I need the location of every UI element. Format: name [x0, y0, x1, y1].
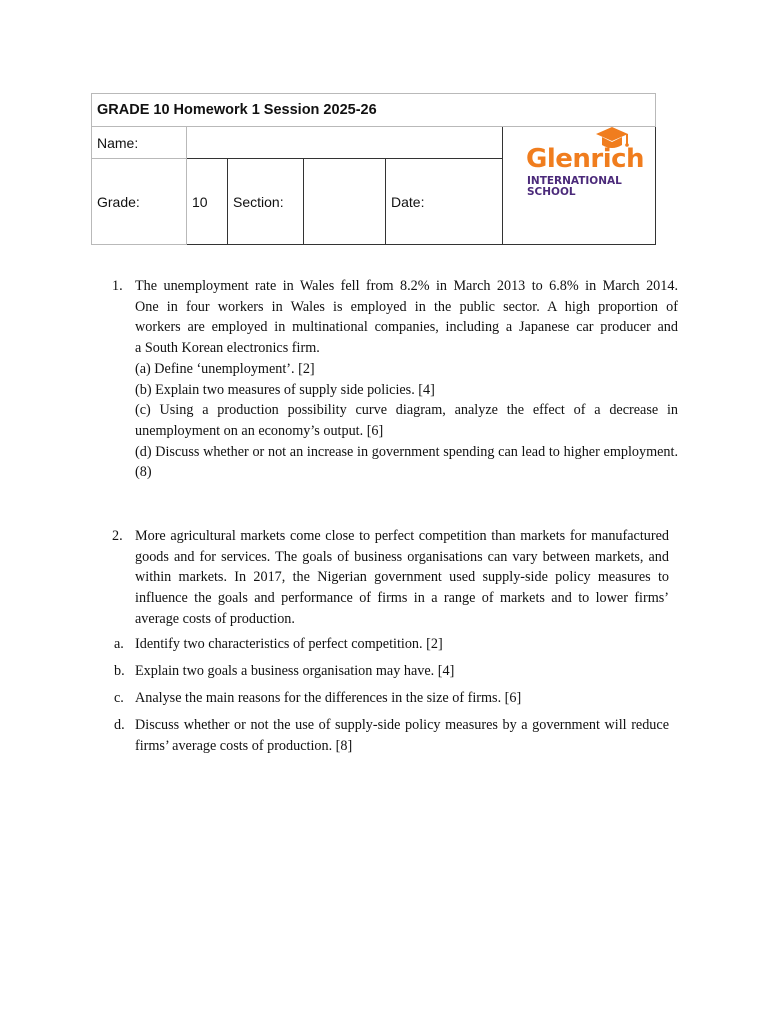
- grade-label: Grade:: [92, 159, 187, 245]
- part-text: Explain two goals a business organisation may have. [4]: [135, 663, 455, 679]
- question-1-line: One in four workers in Wales is employed in the public sector. A high proportion of: [135, 298, 678, 315]
- part-text: Identify two characteristics of perfect competition. [2]: [135, 636, 443, 652]
- name-field[interactable]: [187, 127, 503, 159]
- question-1-number: 1.: [112, 278, 123, 294]
- grade-field[interactable]: 10: [187, 159, 228, 245]
- school-logo: [503, 127, 656, 245]
- section-field[interactable]: [304, 159, 386, 245]
- part-text: Analyse the main reasons for the differences in the size of firms. [6]: [135, 690, 522, 706]
- question-2-body: [135, 526, 669, 630]
- part-letter: d.: [114, 717, 125, 733]
- question-1-part-b: (b) Explain two measures of supply side policies. [4]: [135, 381, 435, 398]
- question-1-line: workers are employed in multinational companies, including a Japanese car producer and: [135, 319, 678, 336]
- part-letter: c.: [114, 690, 124, 706]
- homework-header-table: [91, 93, 656, 245]
- question-1-line: The unemployment rate in Wales fell from 8.2% in March 2013 to 6.8% in March 2014.: [135, 278, 678, 294]
- section-label: Section:: [228, 159, 304, 245]
- logo-brand-text: Glenrich: [526, 143, 645, 174]
- question-1-part-a: (a) Define ‘unemployment’. [2]: [135, 360, 315, 377]
- part-text: Discuss whether or not the use of supply-side policy measures by a government will reduce firms’ average costs of production. [8]: [135, 717, 669, 754]
- question-1-part-c: (c) Using a production possibility curve diagram, analyze the effect of a decrease in unemployment on an economy’s output. [6]: [135, 402, 678, 439]
- part-letter: b.: [114, 663, 125, 679]
- logo-subtitle: INTERNATIONAL SCHOOL: [527, 174, 622, 198]
- question-1-body: [135, 276, 678, 483]
- question-1-part-d: (d) Discuss whether or not an increase in government spending can lead to higher employment. (8): [135, 443, 678, 481]
- part-letter: a.: [114, 636, 124, 652]
- question-1-line: a South Korean electronics firm.: [135, 340, 320, 357]
- question-2-text: More agricultural markets come close to perfect competition than markets for manufactured goods and for services. The goals of business organisations can vary between markets, and within markets. In 2017, the Nigerian government used supply-side policy measures to influence the goals and performance of firms in a range of markets and to lower firms’ average costs of production.: [135, 528, 669, 627]
- homework-title: GRADE 10 Homework 1 Session 2025-26: [92, 94, 656, 127]
- question-2-number: 2.: [112, 528, 123, 544]
- name-label: Name:: [92, 127, 187, 159]
- date-label: Date:: [386, 159, 503, 245]
